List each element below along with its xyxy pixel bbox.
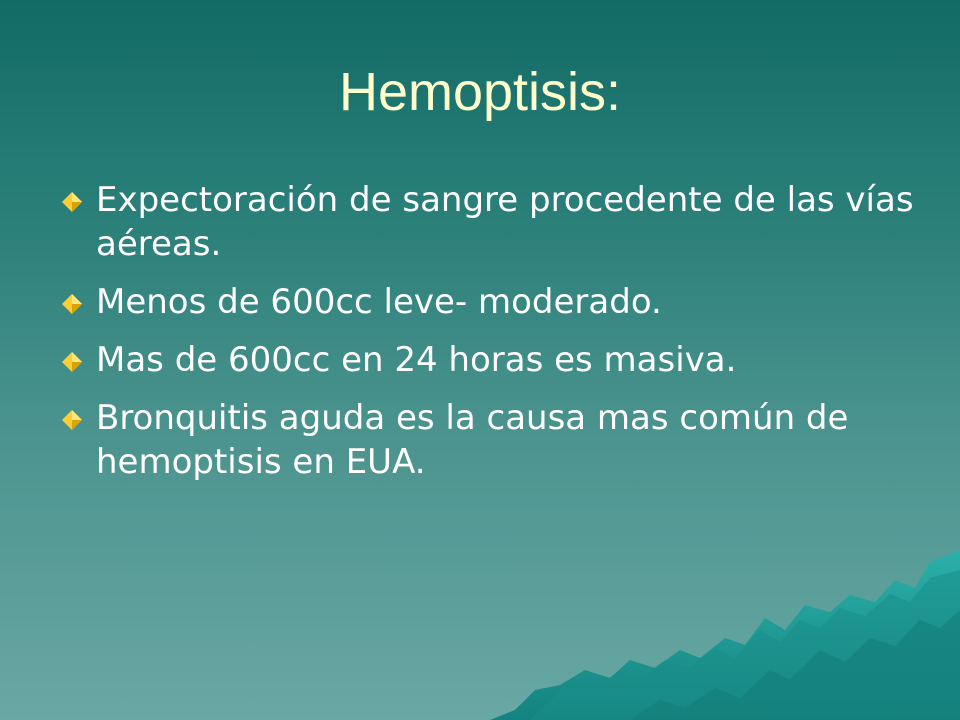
- slide-title: Hemoptisis:: [338, 62, 622, 122]
- bullet-list: [60, 178, 920, 498]
- bullet-text: Mas de 600cc en 24 horas es masiva.: [96, 340, 737, 380]
- mountain-decoration: [490, 550, 960, 720]
- diamond-bullet-icon: [60, 190, 84, 214]
- bullet-item: [60, 280, 920, 324]
- bullet-item: [60, 338, 920, 382]
- bullet-text: Menos de 600cc leve- moderado.: [96, 282, 662, 322]
- diamond-bullet-icon: [60, 408, 84, 432]
- diamond-bullet-icon: [60, 350, 84, 374]
- bullet-text: Bronquitis aguda es la causa mas común de hemoptisis en EUA.: [96, 398, 849, 482]
- bullet-item: [60, 178, 920, 266]
- bullet-text: Expectoración de sangre procedente de las vías aéreas.: [96, 180, 914, 264]
- bullet-item: [60, 396, 920, 484]
- diamond-bullet-icon: [60, 292, 84, 316]
